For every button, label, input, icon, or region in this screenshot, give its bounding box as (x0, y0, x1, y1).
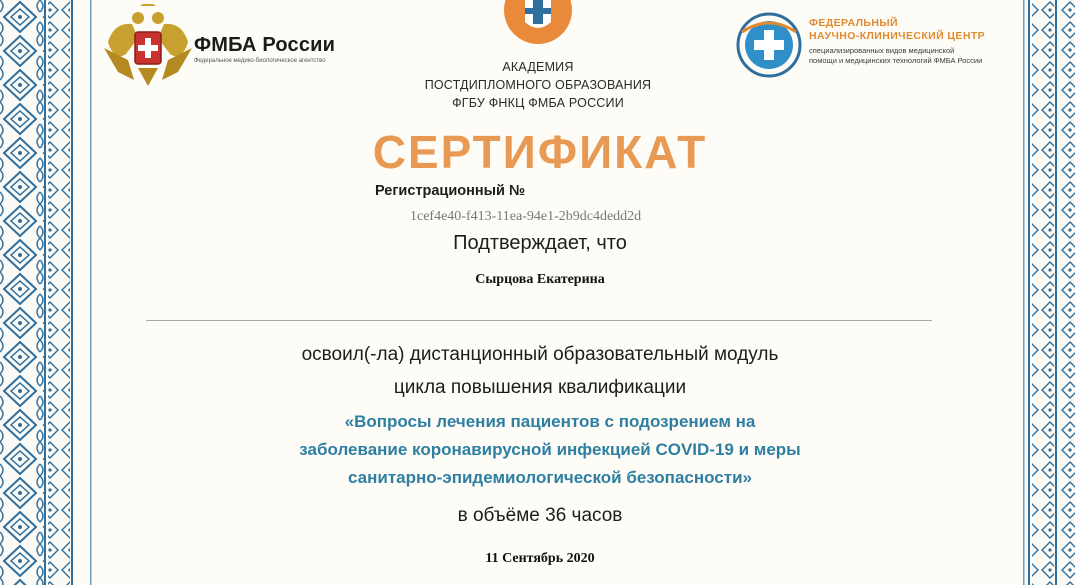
divider-line (146, 320, 932, 321)
left-ornamental-border (0, 0, 95, 585)
fnkc-title-line-1: ФЕДЕРАЛЬНЫЙ (809, 17, 898, 29)
academy-line-3: ФГБУ ФНКЦ ФМБА РОССИИ (452, 96, 624, 110)
course-hours: в объёме 36 часов (457, 505, 623, 526)
completed-line-2: цикла повышения квалификации (393, 377, 687, 398)
certificate-date: 11 Сентябрь 2020 (485, 551, 595, 566)
fnkc-title-line-2: НАУЧНО-КЛИНИЧЕСКИЙ ЦЕНТР (809, 30, 986, 42)
academy-shield-logo-icon (503, 0, 573, 46)
holder-name: Сырцова Екатерина (475, 272, 605, 287)
academy-line-2: ПОСТДИПЛОМНОГО ОБРАЗОВАНИЯ (424, 78, 652, 92)
fmba-logo-name: ФМБА России (194, 34, 336, 56)
registration-label: Регистрационный № (375, 183, 526, 199)
fnkc-logo-title (809, 17, 985, 43)
registration-number: 1cef4e40-f413-11ea-94e1-2b9dc4dedd2d (410, 209, 642, 224)
right-ornamental-border (1020, 0, 1075, 585)
medical-cross-globe-logo-icon (734, 10, 804, 80)
academy-line-1: АКАДЕМИЯ (502, 60, 574, 74)
fnkc-logo-description: специализированных видов медицинской помощи и медицинских технологий ФМБА России (809, 46, 983, 65)
course-title-line-3: санитарно-эпидемиологической безопасности» (348, 468, 752, 487)
fmba-logo-subtitle: Федеральное медико-биологическое агентство (194, 58, 326, 64)
course-title-line-2: заболевание коронавирусной инфекцией COVID-19 и меры (299, 440, 801, 459)
completed-line-1: освоил(-ла) дистанционный образовательный модуль (301, 344, 779, 365)
confirms-text: Подтверждает, что (453, 232, 627, 254)
course-title-line-1: «Вопросы лечения пациентов с подозрением на (344, 412, 756, 431)
academy-heading (380, 58, 696, 112)
certificate-title: СЕРТИФИКАТ (372, 126, 708, 178)
